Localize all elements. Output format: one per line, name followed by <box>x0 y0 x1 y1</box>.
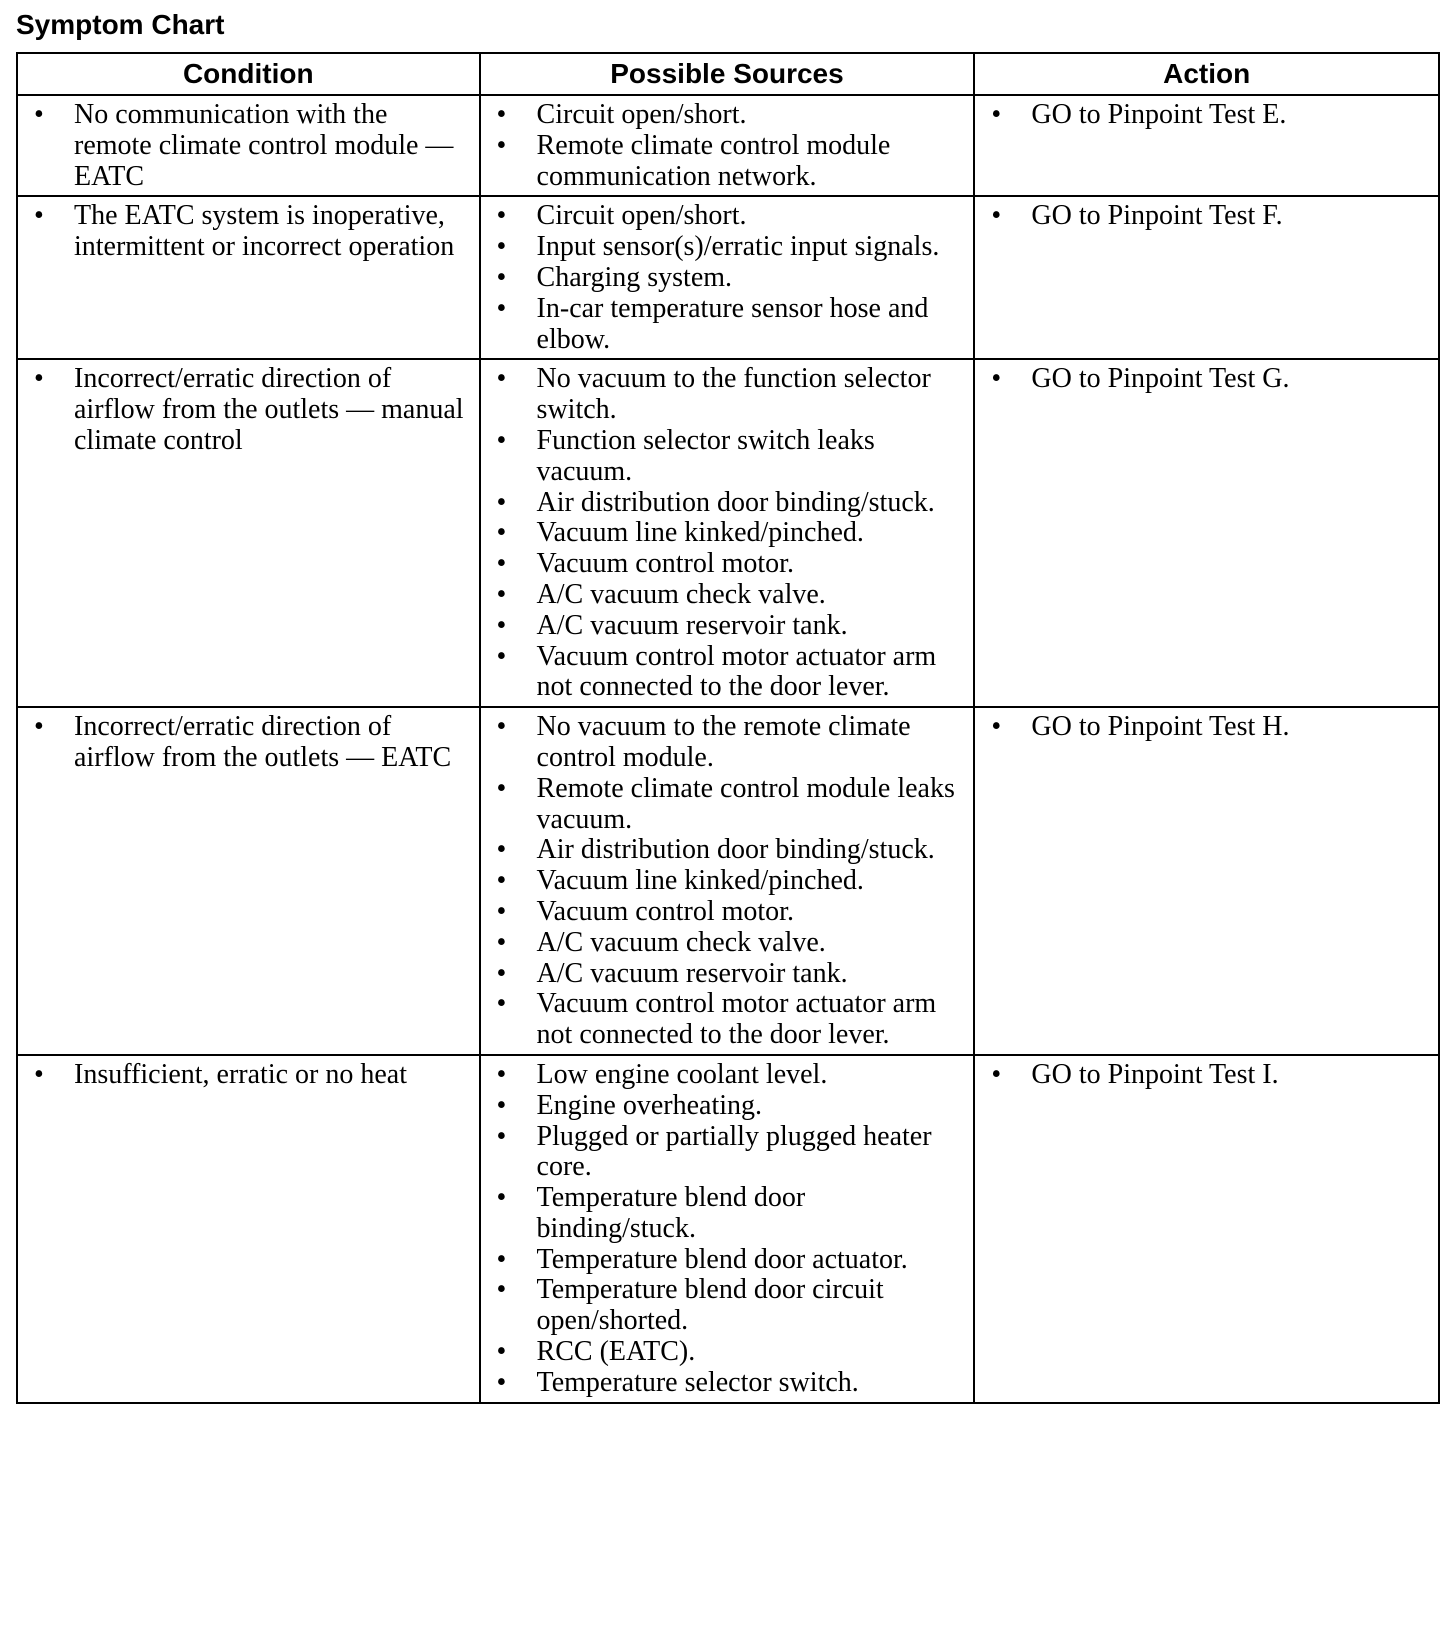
table-row <box>17 196 1439 359</box>
column-header-possible-sources: Possible Sources <box>480 53 975 95</box>
condition-list <box>30 201 471 263</box>
possible-sources-list <box>493 201 966 355</box>
possible-sources-cell <box>480 95 975 196</box>
source-item: • Vacuum control motor actuator arm not connected to the door lever. <box>493 642 966 704</box>
condition-list <box>30 712 471 774</box>
action-cell <box>974 707 1439 1055</box>
action-cell <box>974 95 1439 196</box>
source-item: • Temperature blend door actuator. <box>493 1245 966 1276</box>
source-item: • Remote climate control module communication network. <box>493 131 966 193</box>
possible-sources-cell <box>480 707 975 1055</box>
source-item: • Temperature blend door binding/stuck. <box>493 1183 966 1245</box>
source-item: • A/C vacuum reservoir tank. <box>493 611 966 642</box>
condition-text: • No communication with the remote climate control module — EATC <box>30 100 471 192</box>
action-cell <box>974 196 1439 359</box>
source-item: • RCC (EATC). <box>493 1337 966 1368</box>
source-item: • Vacuum control motor. <box>493 897 966 928</box>
source-item: • A/C vacuum check valve. <box>493 580 966 611</box>
action-list <box>987 201 1430 232</box>
action-text: • GO to Pinpoint Test G. <box>987 364 1430 395</box>
action-cell <box>974 1055 1439 1403</box>
condition-cell <box>17 359 480 707</box>
column-header-action: Action <box>974 53 1439 95</box>
source-item: • In-car temperature sensor hose and elbow. <box>493 294 966 356</box>
condition-cell <box>17 95 480 196</box>
action-list <box>987 100 1430 131</box>
source-item: • Circuit open/short. <box>493 201 966 232</box>
source-item: • Air distribution door binding/stuck. <box>493 835 966 866</box>
possible-sources-cell <box>480 1055 975 1403</box>
table-row <box>17 1055 1439 1403</box>
action-cell <box>974 359 1439 707</box>
action-list <box>987 1060 1430 1091</box>
possible-sources-list <box>493 100 966 192</box>
possible-sources-cell <box>480 359 975 707</box>
source-item: • Low engine coolant level. <box>493 1060 966 1091</box>
possible-sources-cell <box>480 196 975 359</box>
action-text: • GO to Pinpoint Test F. <box>987 201 1430 232</box>
action-list <box>987 712 1430 743</box>
source-item: • Air distribution door binding/stuck. <box>493 488 966 519</box>
source-item: • Temperature selector switch. <box>493 1368 966 1399</box>
source-item: • Vacuum line kinked/pinched. <box>493 518 966 549</box>
condition-cell <box>17 707 480 1055</box>
source-item: • Vacuum control motor actuator arm not connected to the door lever. <box>493 989 966 1051</box>
source-item: • Plugged or partially plugged heater core. <box>493 1122 966 1184</box>
page-title: Symptom Chart <box>16 9 225 40</box>
condition-text: • Insufficient, erratic or no heat <box>30 1060 471 1091</box>
condition-cell <box>17 196 480 359</box>
condition-list <box>30 100 471 192</box>
source-item: • Engine overheating. <box>493 1091 966 1122</box>
source-item: • Charging system. <box>493 263 966 294</box>
source-item: • No vacuum to the remote climate control module. <box>493 712 966 774</box>
column-header-condition: Condition <box>17 53 480 95</box>
source-item: • Circuit open/short. <box>493 100 966 131</box>
source-item: • Function selector switch leaks vacuum. <box>493 426 966 488</box>
condition-text: • Incorrect/erratic direction of airflow from the outlets — EATC <box>30 712 471 774</box>
condition-text: • The EATC system is inoperative, intermittent or incorrect operation <box>30 201 471 263</box>
source-item: • Remote climate control module leaks vacuum. <box>493 774 966 836</box>
source-item: • No vacuum to the function selector switch. <box>493 364 966 426</box>
action-list <box>987 364 1430 395</box>
condition-text: • Incorrect/erratic direction of airflow from the outlets — manual climate control <box>30 364 471 456</box>
condition-list <box>30 364 471 456</box>
table-row <box>17 95 1439 196</box>
table-header-row <box>17 53 1439 95</box>
action-text: • GO to Pinpoint Test H. <box>987 712 1430 743</box>
condition-cell <box>17 1055 480 1403</box>
possible-sources-list <box>493 712 966 1051</box>
condition-list <box>30 1060 471 1091</box>
source-item: • Vacuum control motor. <box>493 549 966 580</box>
possible-sources-list <box>493 364 966 703</box>
symptom-table <box>16 52 1440 1404</box>
source-item: • A/C vacuum check valve. <box>493 928 966 959</box>
source-item: • Input sensor(s)/erratic input signals. <box>493 232 966 263</box>
table-row <box>17 707 1439 1055</box>
source-item: • A/C vacuum reservoir tank. <box>493 959 966 990</box>
source-item: • Vacuum line kinked/pinched. <box>493 866 966 897</box>
possible-sources-list <box>493 1060 966 1399</box>
table-row <box>17 359 1439 707</box>
action-text: • GO to Pinpoint Test I. <box>987 1060 1430 1091</box>
source-item: • Temperature blend door circuit open/shorted. <box>493 1275 966 1337</box>
action-text: • GO to Pinpoint Test E. <box>987 100 1430 131</box>
